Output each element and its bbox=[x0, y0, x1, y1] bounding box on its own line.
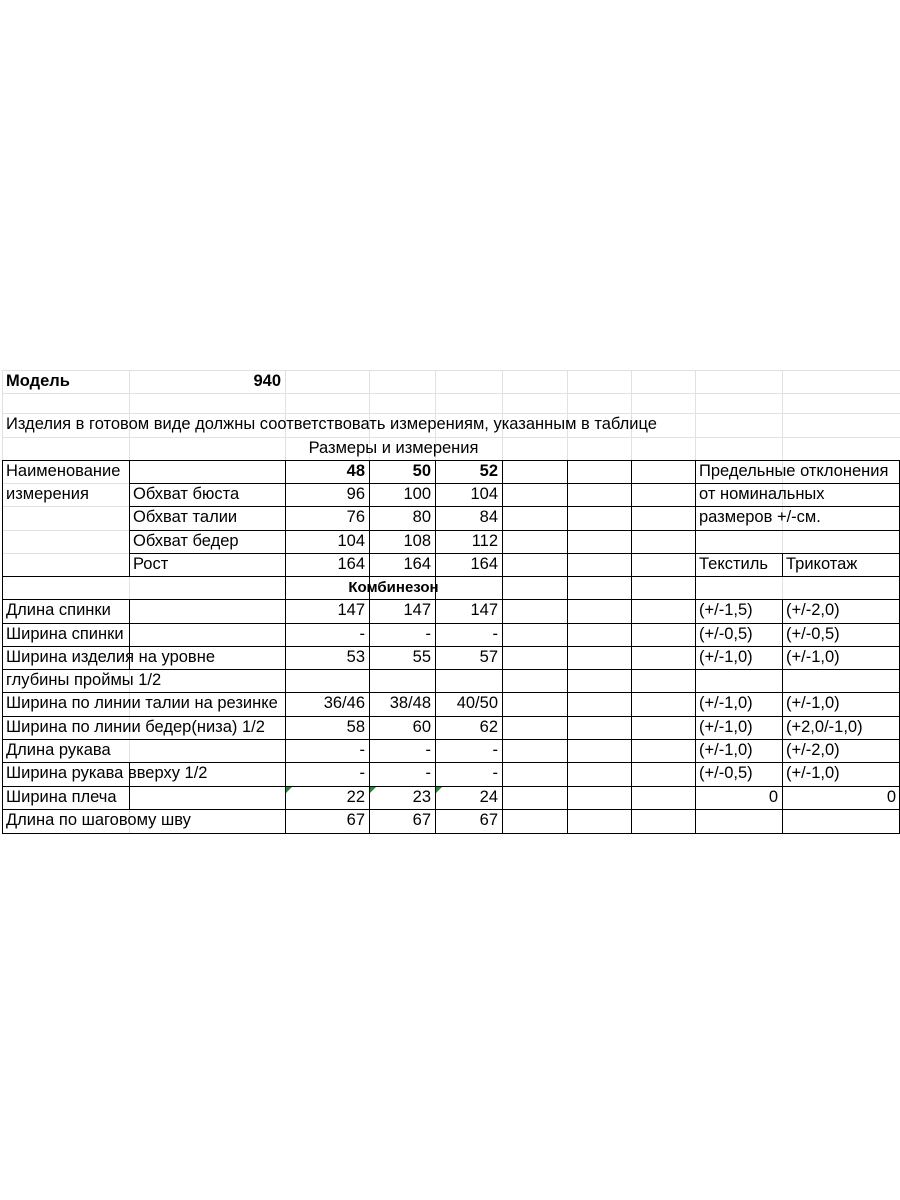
body-measurement-value: 76 bbox=[346, 508, 365, 526]
tolerance-knit: (+/-1,0) bbox=[786, 764, 840, 782]
measurement-value: 22 bbox=[346, 788, 365, 806]
tolerance-knit: (+/-0,5) bbox=[786, 625, 840, 643]
measurement-label: Ширина рукава вверху 1/2 bbox=[6, 764, 208, 782]
measurement-label: Длина рукава bbox=[6, 741, 111, 759]
measurement-value: - bbox=[359, 741, 365, 759]
measurement-value: 147 bbox=[403, 601, 431, 619]
size-header: 48 bbox=[346, 462, 365, 480]
body-measurement-value: 164 bbox=[337, 555, 365, 573]
measurement-label: Ширина спинки bbox=[6, 625, 124, 643]
body-measurement-label: Обхват талии bbox=[133, 508, 238, 526]
body-measurement-value: 100 bbox=[403, 485, 431, 503]
body-measurement-value: 104 bbox=[337, 532, 365, 550]
table-border-v bbox=[2, 460, 3, 833]
tolerance-knit: (+/-2,0) bbox=[786, 741, 840, 759]
measurement-value: 23 bbox=[412, 788, 431, 806]
measurement-value: 60 bbox=[412, 718, 431, 736]
table-border-v bbox=[369, 460, 370, 833]
size-header: 52 bbox=[479, 462, 498, 480]
tolerance-textile: 0 bbox=[768, 788, 778, 806]
body-measurement-value: 96 bbox=[346, 485, 365, 503]
measurement-label: Длина по шаговому шву bbox=[6, 811, 191, 829]
tolerance-knit bbox=[786, 809, 896, 832]
error-indicator-icon bbox=[436, 787, 442, 793]
tolerance-textile: (+/-1,0) bbox=[699, 741, 753, 759]
tolerance-knit: (+/-1,0) bbox=[786, 648, 840, 666]
body-measurement-value: 164 bbox=[470, 555, 498, 573]
tolerance-knit: (+/-2,0) bbox=[786, 601, 840, 619]
measurement-value: 67 bbox=[346, 811, 365, 829]
body-measurement-label: Обхват бедер bbox=[133, 532, 239, 550]
body-measurement-value: 108 bbox=[403, 532, 431, 550]
size-header: 50 bbox=[412, 462, 431, 480]
error-indicator-icon bbox=[370, 787, 376, 793]
table-border-v bbox=[502, 460, 503, 833]
measurement-value bbox=[439, 669, 498, 692]
tolerance-textile: (+/-1,0) bbox=[699, 718, 753, 736]
header-deviation-line3: размеров +/-см. bbox=[699, 508, 821, 526]
measurement-value: 67 bbox=[479, 811, 498, 829]
table-border-v bbox=[435, 460, 436, 833]
body-measurement-value: 84 bbox=[479, 508, 498, 526]
sizes-title: Размеры и измерения bbox=[308, 439, 479, 457]
tolerance-textile: (+/-1,0) bbox=[699, 648, 753, 666]
header-knit: Трикотаж bbox=[786, 555, 858, 573]
measurement-label: Ширина плеча bbox=[6, 788, 117, 806]
tolerance-textile bbox=[699, 809, 778, 832]
table-border-v bbox=[631, 460, 632, 833]
tolerance-textile: (+/-0,5) bbox=[699, 625, 753, 643]
body-measurement-label: Обхват бюста bbox=[133, 485, 240, 503]
table-border-v bbox=[782, 599, 783, 833]
table-border-v bbox=[129, 460, 130, 576]
measurement-value: - bbox=[359, 625, 365, 643]
section-title: Комбинезон bbox=[348, 579, 439, 596]
body-measurement-value: 80 bbox=[412, 508, 431, 526]
grid-row-line bbox=[2, 393, 900, 394]
header-deviation-line2: от номинальных bbox=[699, 485, 825, 503]
measurement-label: Ширина по линии талии на резинке bbox=[6, 694, 278, 712]
body-measurement-value: 104 bbox=[470, 485, 498, 503]
measurement-value: 24 bbox=[479, 788, 498, 806]
measurement-value: 57 bbox=[479, 648, 498, 666]
measurement-value bbox=[289, 669, 365, 692]
measurement-value: - bbox=[425, 741, 431, 759]
header-deviation-line1: Предельные отклонения bbox=[699, 462, 889, 480]
tolerance-knit: 0 bbox=[886, 788, 896, 806]
measurement-value: - bbox=[359, 764, 365, 782]
measurement-value bbox=[373, 669, 431, 692]
body-measurement-label: Рост bbox=[133, 555, 169, 573]
measurement-label: Длина спинки bbox=[6, 601, 111, 619]
tolerance-textile: (+/-1,5) bbox=[699, 601, 753, 619]
table-border-v bbox=[567, 460, 568, 833]
measurement-value: - bbox=[492, 625, 498, 643]
header-name-line2: измерения bbox=[6, 485, 89, 503]
table-border-v bbox=[695, 460, 696, 833]
measurement-value: - bbox=[425, 625, 431, 643]
tolerance-textile bbox=[699, 669, 778, 692]
requirement-note: Изделия в готовом виде должны соответствовать измерениям, указанным в таблице bbox=[6, 415, 657, 433]
header-name-line1: Наименование bbox=[6, 462, 121, 480]
measurement-value: 53 bbox=[346, 648, 365, 666]
tolerance-knit: (+2,0/-1,0) bbox=[786, 718, 863, 736]
table-border-h bbox=[2, 833, 900, 834]
measurement-label: Ширина по линии бедер(низа) 1/2 bbox=[6, 718, 265, 736]
measurement-value: - bbox=[492, 741, 498, 759]
measurement-value: 67 bbox=[412, 811, 431, 829]
measurement-value: 36/46 bbox=[323, 694, 365, 712]
tolerance-textile: (+/-0,5) bbox=[699, 764, 753, 782]
header-textile: Текстиль bbox=[699, 555, 768, 573]
measurement-value: - bbox=[492, 764, 498, 782]
measurement-value: 38/48 bbox=[389, 694, 431, 712]
tolerance-knit bbox=[786, 669, 896, 692]
measurement-value: - bbox=[425, 764, 431, 782]
measurement-label: Ширина изделия на уровне bbox=[6, 648, 215, 666]
body-measurement-value: 112 bbox=[471, 532, 498, 550]
tolerance-knit: (+/-1,0) bbox=[786, 694, 840, 712]
model-label: Модель bbox=[6, 372, 70, 390]
model-number: 940 bbox=[253, 372, 281, 390]
error-indicator-icon bbox=[286, 787, 292, 793]
measurement-value: 40/50 bbox=[456, 694, 498, 712]
body-measurement-value: 164 bbox=[403, 555, 431, 573]
measurement-value: 147 bbox=[337, 601, 365, 619]
table-border-v bbox=[782, 553, 783, 576]
measurement-value: 147 bbox=[470, 601, 498, 619]
table-border-h bbox=[695, 530, 900, 531]
measurement-label: глубины проймы 1/2 bbox=[6, 671, 162, 689]
measurement-value: 62 bbox=[479, 718, 498, 736]
measurement-value: 55 bbox=[412, 648, 431, 666]
tolerance-textile: (+/-1,0) bbox=[699, 694, 753, 712]
table-border-h bbox=[2, 576, 129, 577]
measurement-value: 58 bbox=[346, 718, 365, 736]
